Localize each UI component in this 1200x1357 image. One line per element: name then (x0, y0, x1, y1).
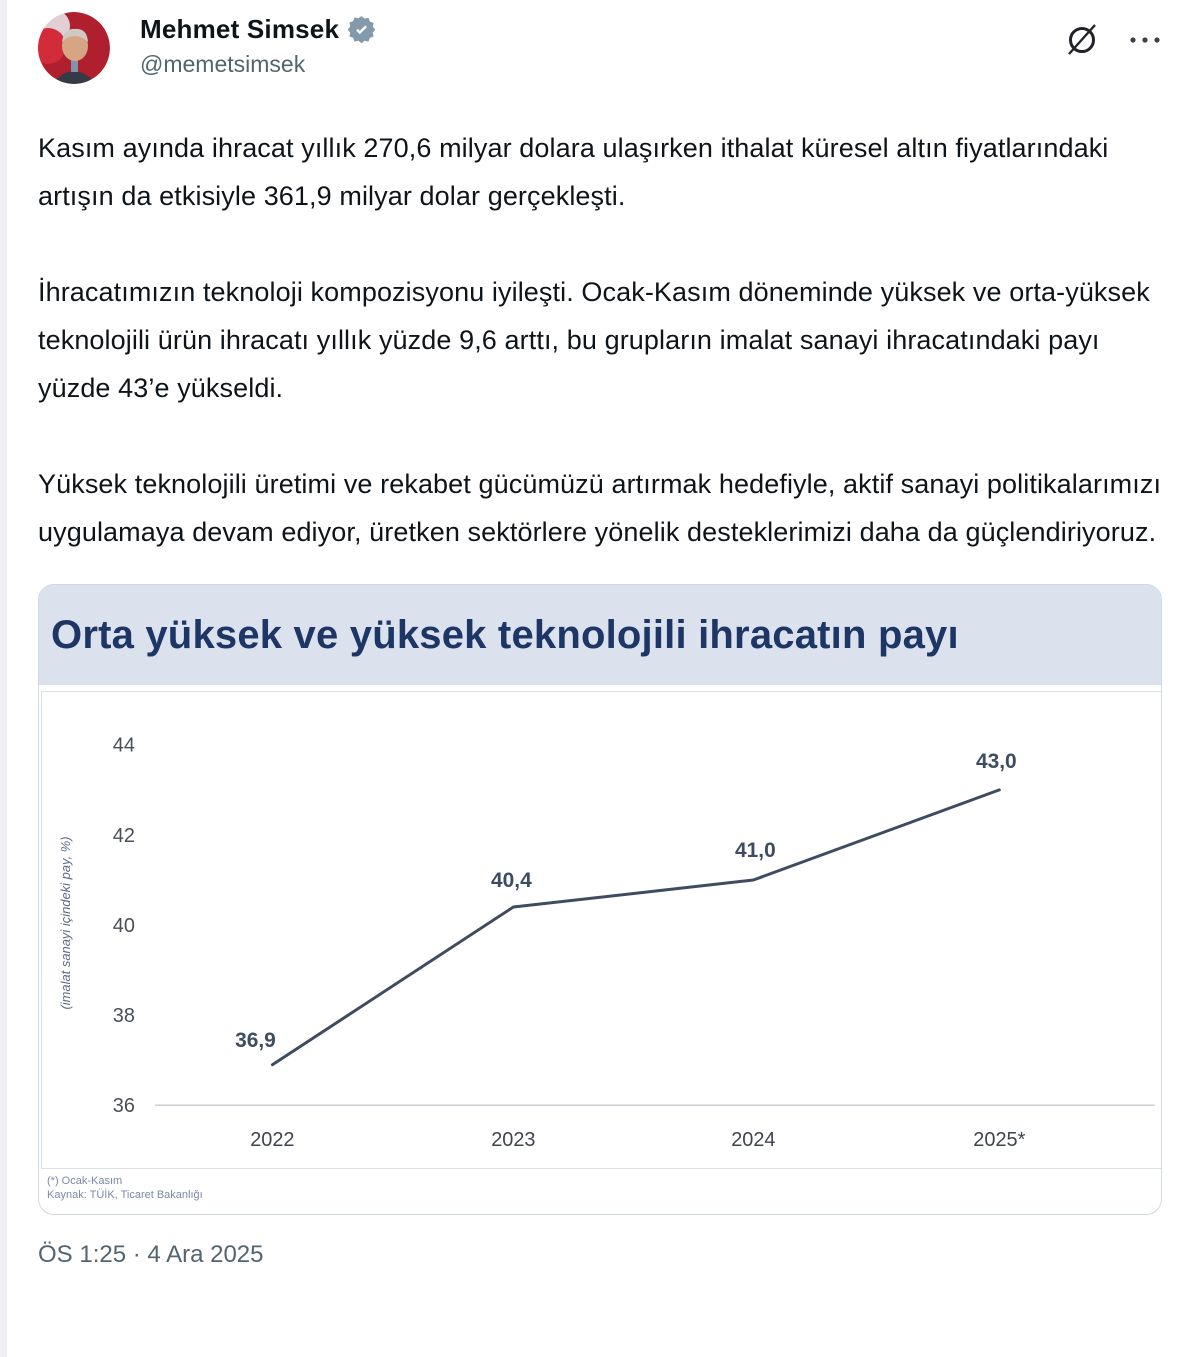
svg-text:38: 38 (112, 1005, 135, 1028)
svg-text:(imalat sanayi içindeki pay, %: (imalat sanayi içindeki pay, %) (58, 836, 74, 1010)
svg-text:2025*: 2025* (973, 1129, 1026, 1152)
tweet-paragraph-1: Kasım ayında ihracat yıllık 270,6 milyar dolara ulaşırken ithalat küresel altın fiyatlarındaki artışın da etkisiyle 361,9 milyar dolar gerçekleşti. (38, 133, 1109, 211)
chart-footnotes (39, 1169, 1161, 1214)
svg-text:2023: 2023 (491, 1129, 536, 1152)
tweet-text (38, 124, 1162, 556)
chart-title: Orta yüksek ve yüksek teknolojili ihracatın payı (51, 612, 959, 657)
chart-source-note: Kaynak: TÜİK, Ticaret Bakanlığı (47, 1189, 203, 1201)
tweet-paragraph-2: İhracatımızın teknoloji kompozisyonu iyileşti. Ocak-Kasım döneminde yüksek ve orta-yüksek teknolojili ürün ihracatı yıllık yüzde 9,6 arttı, bu grupların imalat sanayi ihracatındaki payı yüzde 43’e yükseldi. (38, 277, 1150, 403)
display-name[interactable]: Mehmet Simsek (140, 14, 340, 44)
tweet-header (38, 12, 1162, 84)
more-menu-icon[interactable] (1128, 34, 1162, 46)
svg-text:44: 44 (112, 734, 135, 757)
tweet-timestamp[interactable]: ÖS 1:25 · 4 Ara 2025 (38, 1241, 264, 1268)
svg-text:2022: 2022 (250, 1129, 295, 1152)
header-actions (1064, 12, 1162, 58)
svg-text:43,0: 43,0 (975, 749, 1017, 773)
grok-icon[interactable] (1064, 22, 1100, 58)
window-edge (0, 0, 7, 1357)
svg-text:42: 42 (112, 824, 135, 847)
svg-text:36: 36 (112, 1095, 135, 1118)
tweet-paragraph-3: Yüksek teknolojili üretimi ve rekabet gücümüzü artırmak hedefiyle, aktif sanayi politikalarımızı uygulamaya devam ediyor, üretken sektörlere yönelik desteklerimizi daha da güçlendiriyoruz. (38, 469, 1162, 547)
avatar[interactable] (38, 12, 110, 84)
chart-title-band (39, 585, 1161, 685)
svg-text:41,0: 41,0 (735, 839, 776, 863)
chart-image-attachment[interactable] (38, 584, 1162, 1215)
chart-footnote-asterisk: (*) Ocak-Kasım (47, 1175, 123, 1187)
author-names (140, 12, 376, 78)
chart-plot-area (41, 691, 1162, 1169)
svg-text:40,4: 40,4 (491, 869, 532, 893)
svg-text:36,9: 36,9 (235, 1028, 276, 1052)
avatar-image (38, 12, 110, 84)
user-handle[interactable]: @memetsimsek (140, 51, 306, 77)
svg-text:2024: 2024 (731, 1129, 776, 1152)
svg-text:40: 40 (112, 914, 135, 937)
line-chart (42, 692, 1161, 1168)
verified-badge-icon (347, 15, 376, 44)
